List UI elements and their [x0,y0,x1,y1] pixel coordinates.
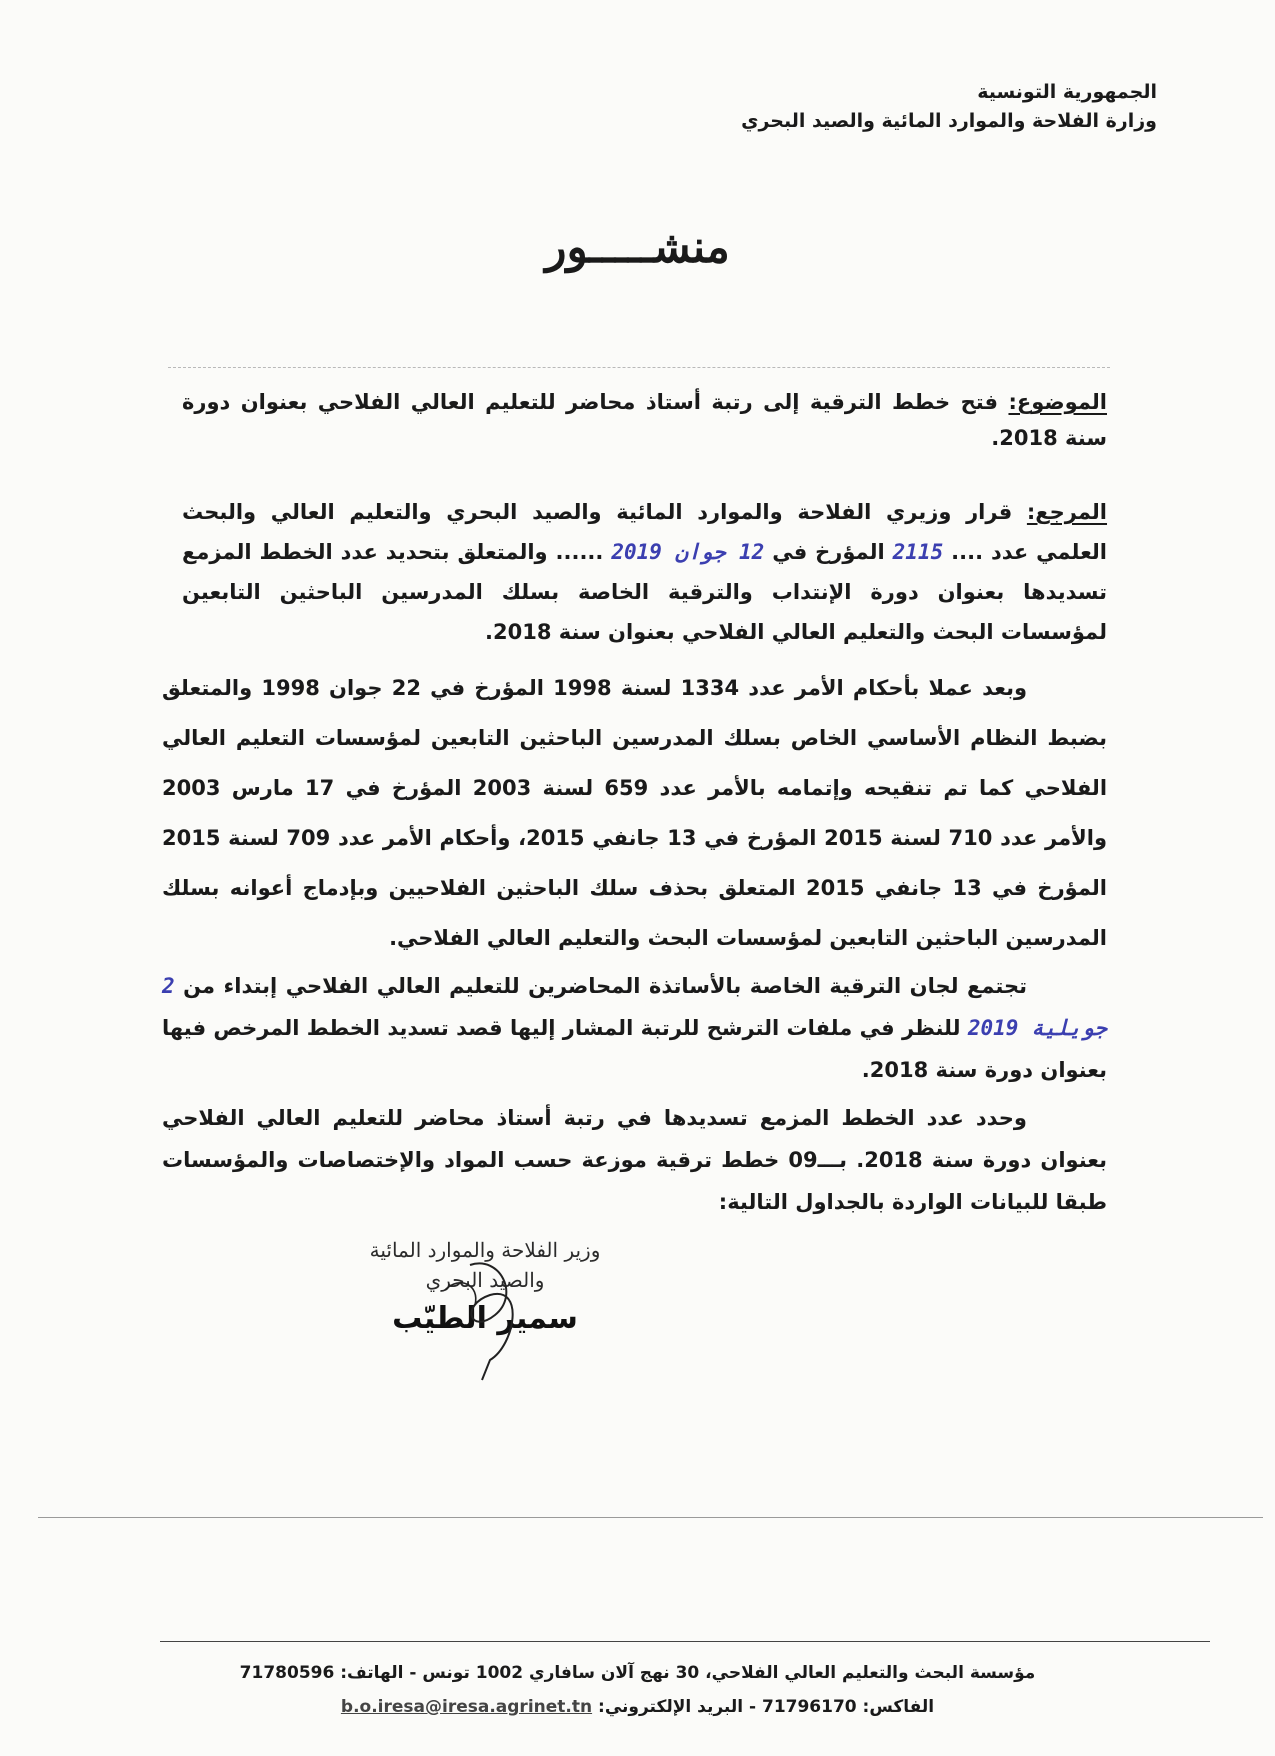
reference-paragraph [182,492,1107,652]
signature-scribble-icon [350,1235,620,1385]
meeting-date-handwritten: 2 جويلية 2019 [162,974,1107,1040]
reference-label: المرجع: [1026,500,1108,524]
footer-email-link[interactable]: b.o.iresa@iresa.agrinet.tn [340,1697,593,1717]
meeting-text-1: تجتمع لجان الترقية الخاصة بالأساتذة المحاضرين للتعليم العالي الفلاحي إبتداء من [183,974,1027,998]
body-paragraph-3: وحدد عدد الخطط المزمع تسديدها في رتبة أستاذ محاضر للتعليم العالي الفلاحي بعنوان دورة سنة 2018. بـــ09 خطط ترقية موزعة حسب المواد والإختصاصات والمؤسسات طبقا للبيانات الواردة بالجداول التالية: [162,1106,1107,1214]
decision-number-handwritten: 2115 [892,540,944,564]
document-title: منشـــــور [545,222,730,273]
footer-contact [0,1690,1275,1724]
body-paragraph-2 [162,965,1107,1091]
footer-fax: الفاكس: 71796170 - البريد الإلكتروني: [598,1697,935,1717]
republic-name: الجمهورية التونسية [977,81,1157,103]
subject-paragraph [182,384,1107,456]
body-paragraph-1: وبعد عملا بأحكام الأمر عدد 1334 لسنة 1998 المؤرخ في 22 جوان 1998 والمتعلق بضبط النظام الأساسي الخاص بسلك المدرسين الباحثين التابعين لمؤسسات التعليم العالي الفلاحي كما تم تنقيحه وإتمامه بالأمر عدد 659 لسنة 2003 المؤرخ في 17 مارس 2003 والأمر عدد 710 لسنة 2015 المؤرخ في 13 جانفي 2015، وأحكام الأمر عدد 709 لسنة 2015 المؤرخ في 13 جانفي 2015 المتعلق بحذف سلك الباحثين الفلاحيين وبإدماج أعوانه بسلك المدرسين الباحثين التابعين لمؤسسات البحث والتعليم العالي الفلاحي. [162,676,1108,950]
ministry-name: وزارة الفلاحة والموارد المائية والصيد البحري [741,110,1157,132]
reference-text-2: المؤرخ في [772,540,885,564]
footer [0,1656,1275,1724]
signatory-title-2: والصيد البحري [425,1268,545,1292]
subject-label: الموضوع: [1008,390,1107,414]
signature-block [330,1235,640,1385]
letterhead [741,78,1157,136]
decision-date-handwritten: 12 جوان 2019 [611,540,765,564]
footer-divider [160,1641,1210,1642]
footer-address: مؤسسة البحث والتعليم العالي الفلاحي، 30 نهج آلان سافاري 1002 تونس - الهاتف: 71780596 [239,1663,1036,1683]
meeting-text-2: للنظر في ملفات الترشح للرتبة المشار إليها قصد تسديد الخطط المرخص فيها بعنوان دورة سنة 2018. [162,1016,1107,1082]
top-divider [168,367,1110,368]
middle-divider [38,1517,1263,1518]
reference-text-3: ...... والمتعلق بتحديد عدد الخطط المزمع تسديدها بعنوان دورة الإنتداب والترقية الخاصة بسلك المدرسين الباحثين التابعين لمؤسسات البحث والتعليم العالي الفلاحي بعنوان سنة 2018. [182,540,1107,644]
reference-text-1: قرار وزيري الفلاحة والموارد المائية والصيد البحري والتعليم العالي والبحث العلمي عدد .... [182,500,1108,564]
signatory-name: سمير الطيّب [392,1301,578,1336]
signatory-title-1: وزير الفلاحة والموارد المائية [369,1238,601,1262]
subject-text: فتح خطط الترقية إلى رتبة أستاذ محاضر للتعليم العالي الفلاحي بعنوان دورة سنة 2018. [182,390,1107,450]
